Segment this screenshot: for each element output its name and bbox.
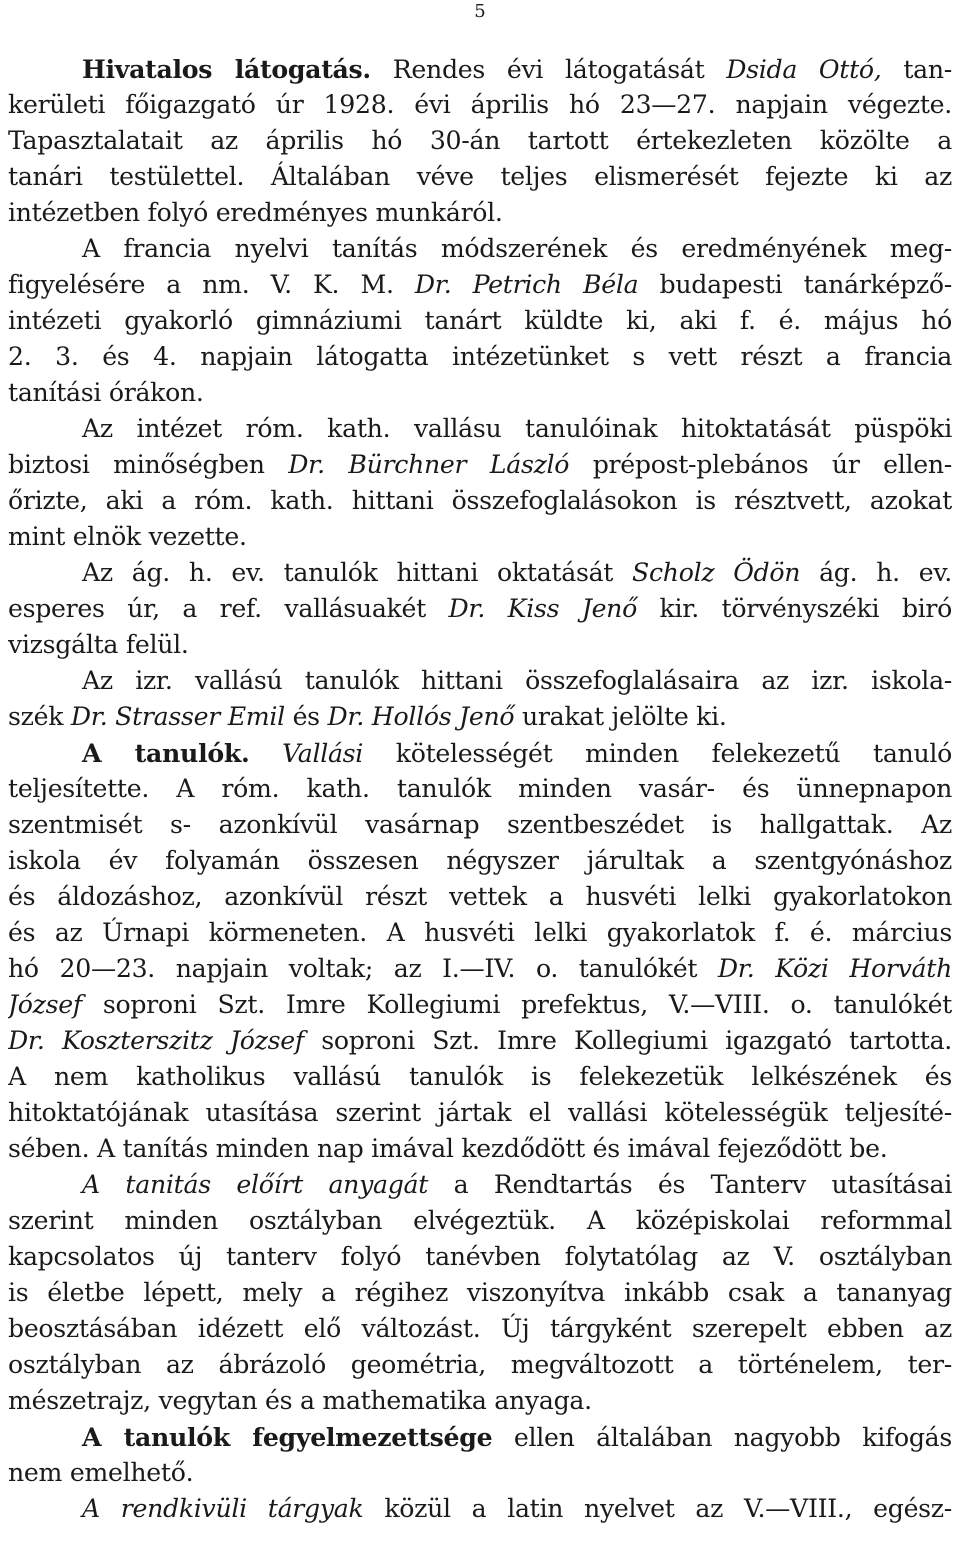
text-segment: kir. törvényszéki biró <box>636 594 952 623</box>
italic-text: Dr. Petrich Béla <box>414 270 639 299</box>
text-line <box>8 411 952 447</box>
text-segment: Az intézet róm. kath. vallásu tanulóinak hitoktatását püspöki <box>82 414 952 443</box>
italic-text: Scholz Ödön <box>632 558 801 587</box>
text-line <box>8 375 952 411</box>
text-segment: tan- <box>881 55 952 84</box>
text-line <box>8 267 952 303</box>
italic-text: Dr. Bürchner László <box>288 450 570 479</box>
text-segment: nem emelhető. <box>8 1458 194 1487</box>
italic-text: Dr. Közi Horváth <box>717 954 952 983</box>
italic-text: Dr. Kiss Jenő <box>448 594 637 623</box>
text-line <box>8 1167 952 1203</box>
text-line <box>8 519 952 555</box>
text-segment: őrizte, aki a róm. kath. hittani összefoglalásokon is résztvett, azokat <box>8 486 952 515</box>
bold-text: A tanulók fegyelmezettsége <box>82 1422 493 1452</box>
text-segment: sében. A tanítás minden nap imával kezdődött és imával fejeződött be. <box>8 1134 888 1163</box>
text-line <box>8 483 952 519</box>
text-segment: és az Úrnapi körmeneten. A husvéti lelki gyakorlatok f. é. március <box>8 918 952 947</box>
text-line <box>8 1131 952 1167</box>
text-line <box>8 1491 952 1527</box>
text-segment: osztályban az ábrázoló geométria, megváltozott a történelem, ter- <box>8 1350 952 1379</box>
text-line <box>8 303 952 339</box>
bold-text: A tanulók. <box>82 738 250 768</box>
italic-text: A tanitás előírt anyagát <box>82 1170 429 1199</box>
text-segment: szék <box>8 702 71 731</box>
text-line <box>8 915 952 951</box>
text-segment: tanítási órákon. <box>8 378 204 407</box>
text-segment: hó 20—23. napjain voltak; az I.—IV. o. tanulókét <box>8 954 718 983</box>
text-segment: és áldozáshoz, azonkívül részt vettek a husvéti lelki gyakorlatokon <box>8 882 952 911</box>
text-line <box>8 1059 952 1095</box>
italic-text: Dsida Ottó, <box>726 55 882 84</box>
text-line <box>8 555 952 591</box>
text-segment: prépost-plebános úr ellen- <box>569 450 952 479</box>
text-segment: intézetben folyó eredményes munkáról. <box>8 198 503 227</box>
text-line <box>8 1023 952 1059</box>
text-line <box>8 1095 952 1131</box>
text-segment: tanári testülettel. Általában véve teljes elismerését fejezte ki az <box>8 162 952 191</box>
text-segment: kötelességét minden felekezetű tanuló <box>363 739 952 768</box>
text-line <box>8 231 952 267</box>
text-segment: teljesítette. A róm. kath. tanulók minden vasár- és ünnepnapon <box>8 774 952 803</box>
text-line <box>8 699 952 735</box>
bold-text: Hivatalos látogatás. <box>82 54 371 84</box>
text-line <box>8 663 952 699</box>
text-segment: urakat jelölte ki. <box>514 702 727 731</box>
text-segment: Rendes évi látogatását <box>370 55 727 84</box>
italic-text: Dr. Koszterszitz József <box>8 1026 304 1055</box>
text-line <box>8 1419 952 1455</box>
text-segment: esperes úr, a ref. vallásuakét <box>8 594 449 623</box>
page-number: 5 <box>474 1 486 22</box>
text-segment: soproni Szt. Imre Kollegiumi prefektus, V.—VIII. o. tanulókét <box>81 990 952 1019</box>
text-segment: Az izr. vallású tanulók hittani összefoglalásaira az izr. iskola- <box>82 666 952 695</box>
text-segment: és <box>284 702 328 731</box>
text-line <box>8 591 952 627</box>
text-segment: ellen általában nagyobb kifogás <box>492 1423 952 1452</box>
text-segment: Az ág. h. ev. tanulók hittani oktatását <box>82 558 633 587</box>
italic-text: Dr. Strasser Emil <box>70 702 285 731</box>
text-segment: is életbe lépett, mely a régihez viszonyítva inkább csak a tananyag <box>8 1278 952 1307</box>
italic-text: Vallási <box>282 739 364 768</box>
text-line <box>8 1347 952 1383</box>
text-line <box>8 879 952 915</box>
text-line <box>8 1383 952 1419</box>
text-line <box>8 447 952 483</box>
text-segment: iskola év folyamán összesen négyszer járultak a szentgyónáshoz <box>8 846 952 875</box>
text-segment: Tapasztalatait az április hó 30-án tartott értekezleten közölte a <box>8 126 952 155</box>
text-segment: budapesti tanárképző- <box>638 270 952 299</box>
text-line <box>8 843 952 879</box>
italic-text: A rendkivüli tárgyak <box>82 1494 364 1523</box>
text-segment: kapcsolatos új tanterv folyó tanévben folytatólag az V. osztályban <box>8 1242 952 1271</box>
text-line <box>8 627 952 663</box>
text-segment: intézeti gyakorló gimnáziumi tanárt küldte ki, aki f. é. május hó <box>8 306 952 335</box>
text-line <box>8 735 952 771</box>
text-segment: beosztásában idézett elő változást. Új tárgyként szerepelt ebben az <box>8 1314 952 1343</box>
document-body <box>8 51 952 1527</box>
text-segment: a Rendtartás és Tanterv utasításai <box>428 1170 952 1199</box>
text-line <box>8 807 952 843</box>
text-segment: szerint minden osztályban elvégeztük. A középiskolai reformmal <box>8 1206 952 1235</box>
text-line <box>8 51 952 87</box>
text-line <box>8 195 952 231</box>
text-line <box>8 159 952 195</box>
text-line <box>8 1275 952 1311</box>
text-segment: figyelésére a nm. V. K. M. <box>8 270 415 299</box>
text-line <box>8 987 952 1023</box>
text-line <box>8 87 952 123</box>
text-segment: vizsgálta felül. <box>8 630 189 659</box>
text-segment: mészetrajz, vegytan és a mathematika anyaga. <box>8 1386 592 1415</box>
text-segment: 2. 3. és 4. napjain látogatta intézetünket s vett részt a francia <box>8 342 952 371</box>
text-segment: hitoktatójának utasítása szerint jártak el vallási kötelességük teljesíté- <box>8 1098 952 1127</box>
text-line <box>8 1455 952 1491</box>
text-segment: A francia nyelvi tanítás módszerének és eredményének meg- <box>82 234 952 263</box>
text-line <box>8 1239 952 1275</box>
text-segment: szentmisét s- azonkívül vasárnap szentbeszédet is hallgattak. Az <box>8 810 952 839</box>
italic-text: Dr. Hollós Jenő <box>327 702 515 731</box>
text-segment: mint elnök vezette. <box>8 522 247 551</box>
text-line <box>8 339 952 375</box>
text-segment: ág. h. ev. <box>800 558 952 587</box>
text-line <box>8 771 952 807</box>
italic-text: József <box>8 990 82 1019</box>
text-segment: kerületi főigazgató úr 1928. évi április hó 23—27. napjain végezte. <box>8 90 952 119</box>
text-line <box>8 1203 952 1239</box>
text-segment: közül a latin nyelvet az V.—VIII., egész- <box>363 1494 952 1523</box>
text-segment: A nem katholikus vallású tanulók is felekezetük lelkészének és <box>8 1062 952 1091</box>
text-line <box>8 951 952 987</box>
text-line <box>8 123 952 159</box>
text-segment <box>249 739 282 768</box>
text-segment: soproni Szt. Imre Kollegiumi igazgató tartotta. <box>303 1026 952 1055</box>
text-line <box>8 1311 952 1347</box>
text-segment: biztosi minőségben <box>8 450 289 479</box>
